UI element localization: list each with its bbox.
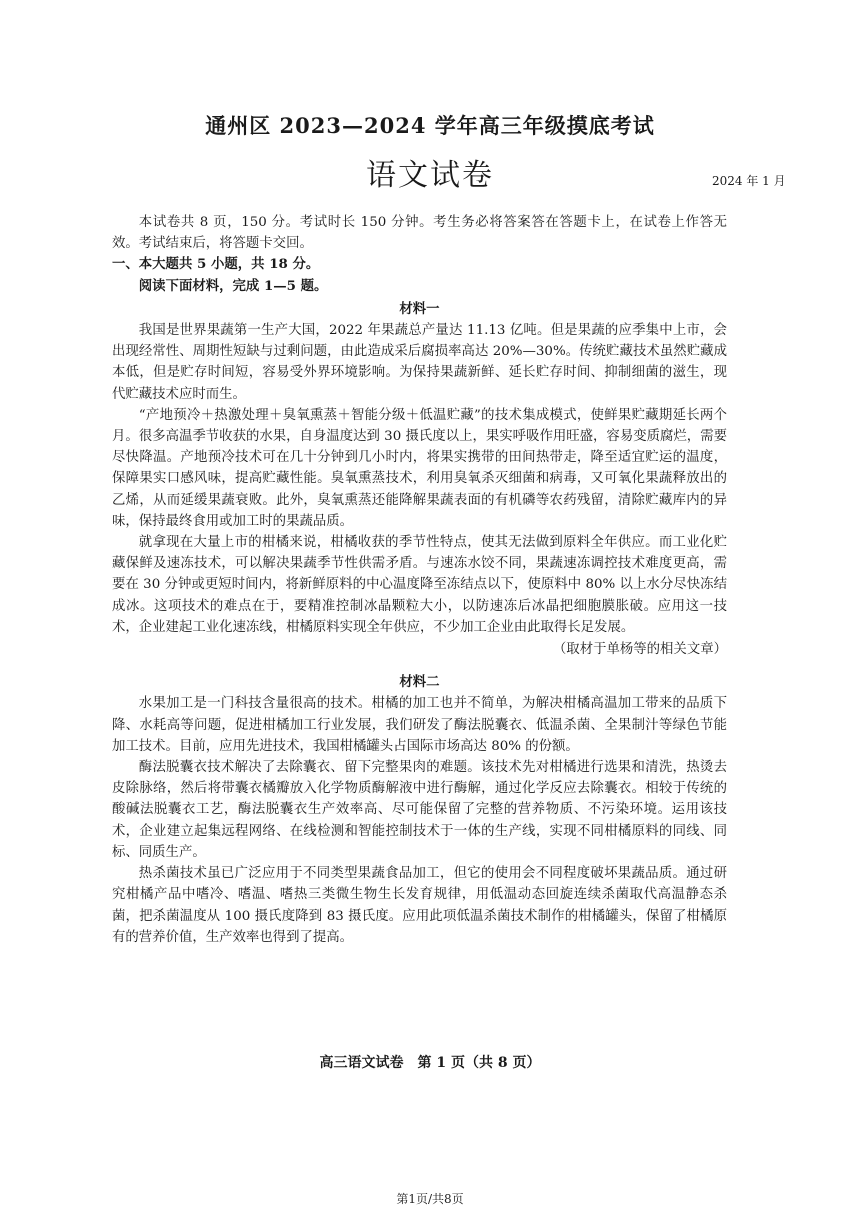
material2-paragraph: 热杀菌技术虽已广泛应用于不同类型果蔬食品加工，但它的使用会不同程度破坏果蔬品质。通过研究柑橘产品中嗜冷、嗜温、嗜热三类微生物生长发育规律，用低温动态回旋连续杀菌取代高温静态杀菌，把杀菌温度从 100 摄氏度降到 83 摄氏度。应用此项低温杀菌技术制作的柑橘罐头，保留了柑橘原有的营养价值，生产效率也得到了提高。 <box>112 866 727 945</box>
section-instruction: 阅读下面材料，完成 1—5 题。 <box>138 277 328 294</box>
material2-paragraph: 酶法脱囊衣技术解决了去除囊衣、留下完整果肉的难题。该技术先对柑橘进行选果和清洗，热烫去皮除脉络，然后将带囊衣橘瓣放入化学物质酶解液中进行酶解，通过化学反应去除囊衣。相较于传统的酸碱法脱囊衣工艺，酶法脱囊衣生产效率高、尽可能保留了完整的营养物质、不污染环境。运用该技术，企业建立起集远程网络、在线检测和智能控制技术于一体的生产线，实现不同柑橘原料的同线、同标、同质生产。 <box>112 760 727 860</box>
exam-title: 通州区 2023—2024 学年高三年级摸底考试 <box>205 113 655 138</box>
material1-paragraph: 我国是世界果蔬第一生产大国，2022 年果蔬总产量达 11.13 亿吨。但是果蔬的应季集中上市，会出现经常性、周期性短缺与过剩问题，由此造成采后腐损率高达 20%—30%。传统贮藏技术虽然贮藏成本低，但是贮存时间短，容易受外界环境影响。为保持果蔬新鲜、延长贮存时间、抑制细菌的滋生，现代贮藏技术应时而生。 <box>112 323 727 402</box>
exam-page-footer: 高三语文试卷 第 1 页（共 8 页） <box>319 1055 541 1071</box>
material1-paragraph: “产地预冷＋热激处理＋臭氧熏蒸＋智能分级＋低温贮藏”的技术集成模式，使鲜果贮藏期延长两个月。很多高温季节收获的水果，自身温度达到 30 摄氏度以上，果实呼吸作用旺盛，容易变质腐烂，需要尽快降温。产地预冷技术可在几十分钟到几小时内，将果实携带的田间热带走，降至适宜贮运的温度，保障果实口感风味，提高贮藏性能。臭氧熏蒸技术，利用臭氧杀灭细菌和病毒，又可氧化果蔬释放出的乙烯，从而延缓果蔬衰败。此外，臭氧熏蒸还能降解果蔬表面的有机磷等农药残留，清除贮藏库内的异味，保持最终食用或加工时的果蔬品质。 <box>112 407 727 529</box>
section-gap <box>112 660 727 670</box>
intro-notice: 本试卷共 8 页，150 分。考试时长 150 分钟。考生务必将答案答在答题卡上，在试卷上作答无效。考试结束后，将答题卡交回。 <box>112 215 727 252</box>
exam-body <box>112 212 727 948</box>
material1-heading: 材料一 <box>399 300 440 317</box>
material2-heading: 材料二 <box>399 674 440 691</box>
material1-source: （取材于单杨等的相关文章） <box>552 642 727 658</box>
material2-paragraph: 水果加工是一门科技含量很高的技术。柑橘的加工也并不简单，为解决柑橘高温加工带来的品质下降、水耗高等问题，促进柑橘加工行业发展，我们研发了酶法脱囊衣、低温杀菌、全果制汁等绿色节能加工技术。目前，应用先进技术，我国柑橘罐头占国际市场高达 80% 的份额。 <box>112 696 727 754</box>
exam-subtitle: 语文试卷 <box>366 158 494 193</box>
section-heading: 一、本大题共 5 小题，共 18 分。 <box>112 256 320 273</box>
material1-paragraph: 就拿现在大量上市的柑橘来说，柑橘收获的季节性特点，使其无法做到原料全年供应。而工业化贮藏保鲜及速冻技术，可以解决果蔬季节性供需矛盾。与速冻水饺不同，果蔬速冻调控技术难度更高，需要在 30 分钟或更短时间内，将新鲜原料的中心温度降至冻结点以下，使原料中 80% 以上水分尽快冻结成冰。这项技术的难点在于，要精准控制冰晶颗粒大小，以防速冻后冰晶把细胞膜胀破。应用这一技术，企业建起工业化速冻线，柑橘原料实现全年供应，不少加工企业由此取得长足发展。 <box>112 535 727 635</box>
page-counter: 第1页/共8页 <box>396 1192 464 1206</box>
exam-date: 2024 年 1 月 <box>712 174 786 188</box>
